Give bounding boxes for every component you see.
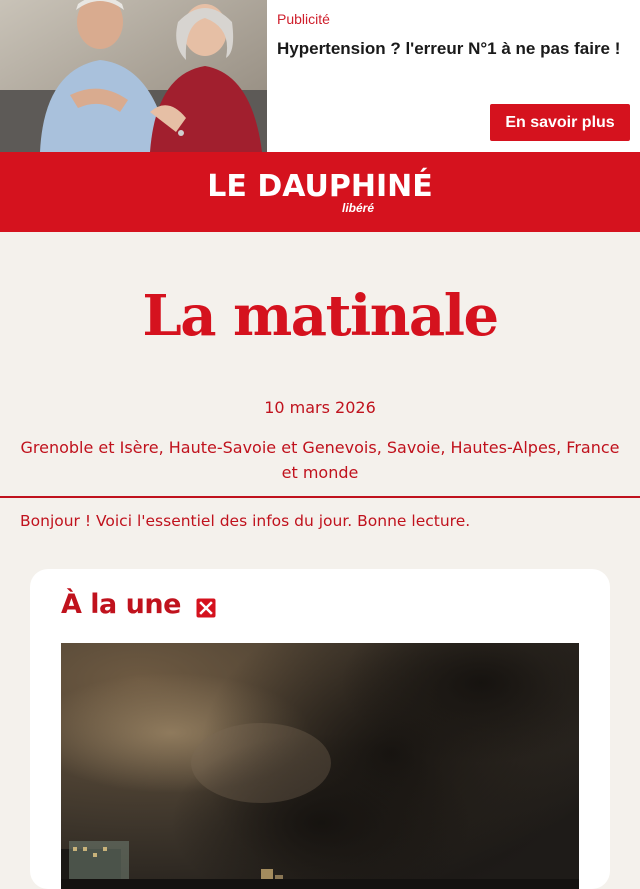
newsletter-title: La matinale xyxy=(142,283,498,349)
headline-photo[interactable] xyxy=(61,643,579,889)
ad-image[interactable] xyxy=(0,0,267,152)
newsletter-regions: Grenoble et Isère, Haute-Savoie et Genevois, Savoie, Hautes-Alpes, France et monde xyxy=(20,438,620,482)
section-heading xyxy=(61,589,216,620)
newsletter-greeting: Bonjour ! Voici l'essentiel des infos du jour. Bonne lecture. xyxy=(20,512,471,530)
learn-more-button[interactable]: En savoir plus xyxy=(490,104,630,141)
ad-label: Publicité xyxy=(277,11,330,27)
ad-banner[interactable] xyxy=(0,0,640,152)
logo-wordmark: LE DAUPHINÉ xyxy=(207,168,433,205)
masthead xyxy=(0,152,640,232)
ad-title[interactable]: Hypertension ? l'erreur N°1 à ne pas faire ! xyxy=(277,39,621,58)
broken-image-icon xyxy=(196,594,216,614)
top-stories-card xyxy=(30,569,610,889)
divider xyxy=(0,496,640,498)
logo-subtitle: libéré xyxy=(342,201,375,215)
section-title: À la une xyxy=(61,589,181,620)
newsletter-date: 10 mars 2026 xyxy=(264,398,376,417)
site-logo[interactable] xyxy=(195,169,445,217)
